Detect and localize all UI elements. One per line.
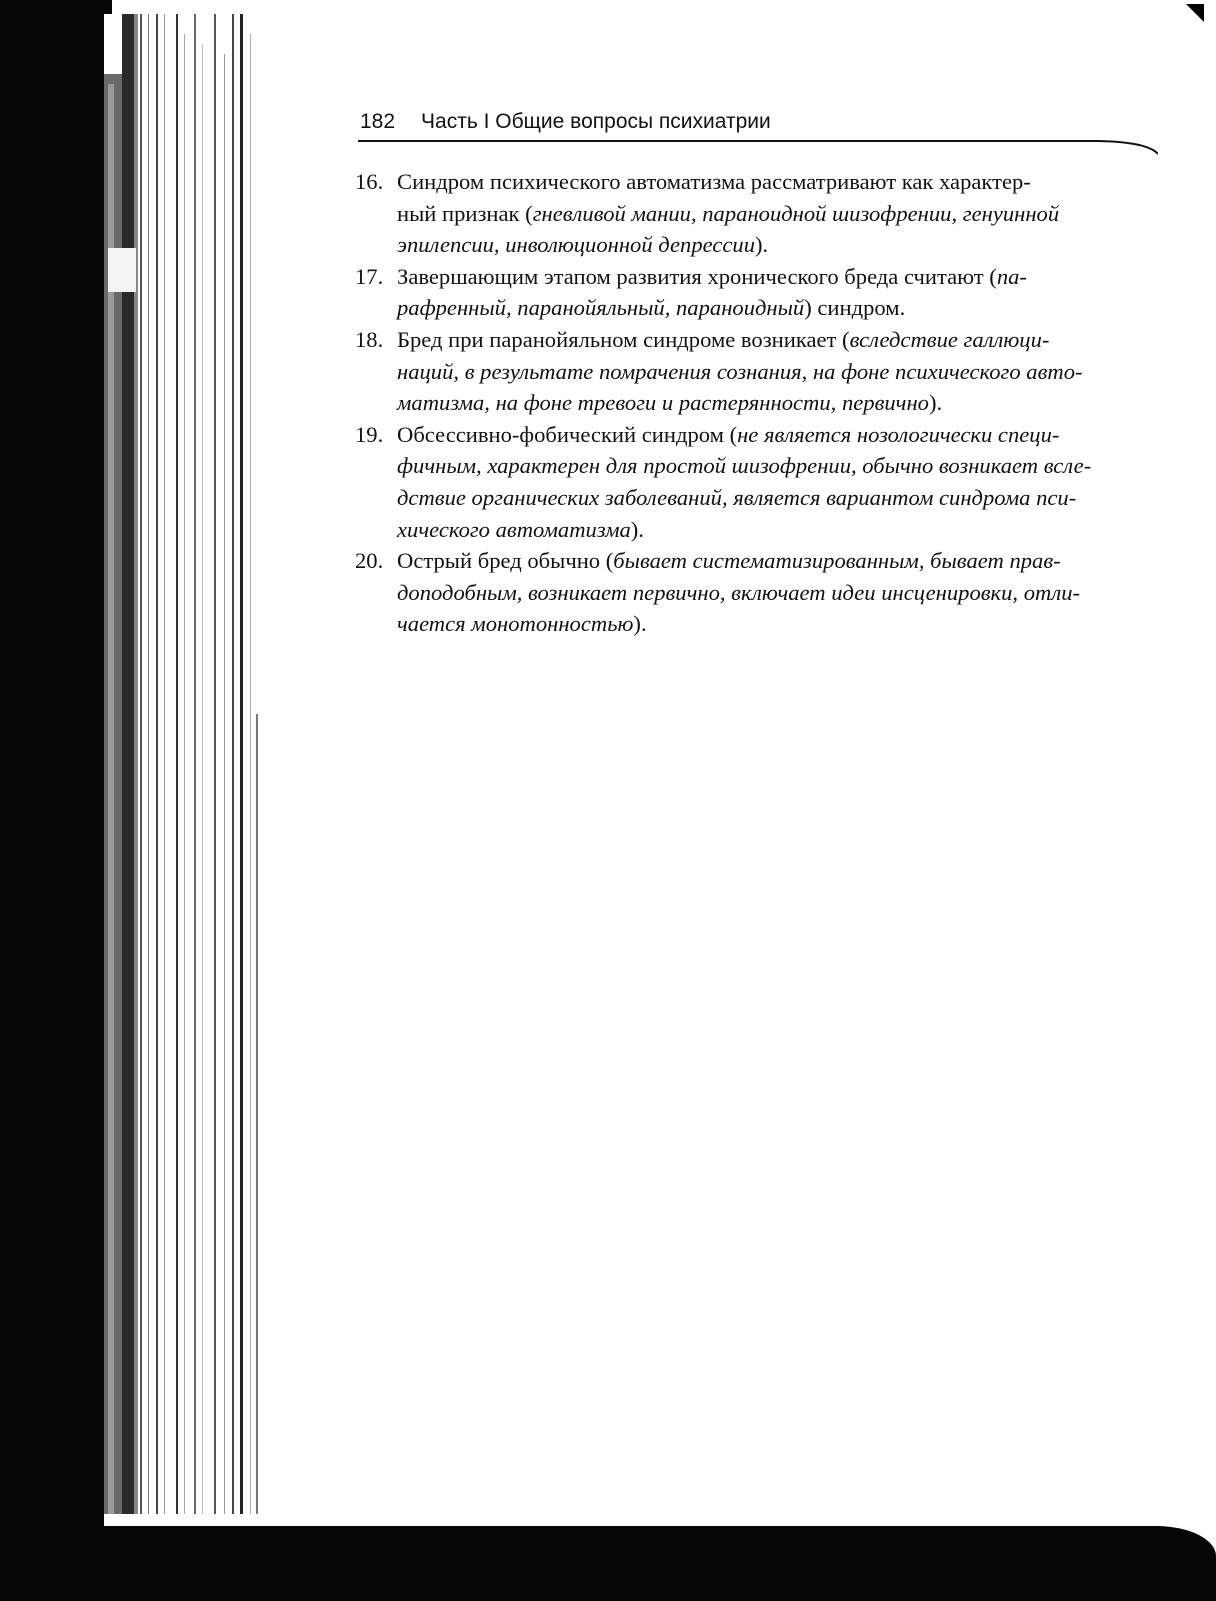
- question-item: [355, 545, 1183, 640]
- running-title: Часть I Общие вопросы психиатрии: [421, 110, 771, 133]
- question-line: [397, 229, 1183, 261]
- question-line: [397, 482, 1183, 514]
- answer-options-text: па-: [996, 263, 1027, 289]
- question-text: ).: [630, 516, 644, 542]
- question-text: Острый бред обычно (: [397, 548, 614, 574]
- answer-options-text: матизма, на фоне тревоги и растерянности, первично: [397, 390, 929, 416]
- question-line: [397, 577, 1183, 609]
- answer-options-text: доподобным, возникает первично, включает идеи инсценировки, отли-: [397, 579, 1081, 605]
- book-page-edges: [104, 14, 264, 1528]
- answer-options-text: не является нозологически специ-: [737, 421, 1060, 447]
- header-rule: [358, 140, 1158, 158]
- answer-options-text: эпилепсии, инволюционной депрессии: [397, 232, 756, 258]
- question-line: [397, 356, 1183, 388]
- question-item: [355, 419, 1183, 545]
- question-line: [397, 261, 1183, 293]
- answer-options-text: дствие органических заболеваний, является вариантом синдрома пси-: [397, 484, 1077, 510]
- question-number: 17.: [355, 263, 384, 289]
- question-line: [397, 450, 1183, 482]
- question-line: [397, 608, 1183, 640]
- question-text: ) синдром.: [804, 295, 906, 321]
- question-item: [355, 261, 1183, 324]
- answer-options-text: бывает систематизированным, бывает прав-: [613, 548, 1061, 574]
- question-item: [355, 166, 1183, 261]
- question-text: Синдром психического автоматизма рассматривают как характер-: [397, 169, 1031, 194]
- question-number: 18.: [355, 326, 384, 352]
- question-line: [397, 514, 1183, 546]
- question-line: [397, 387, 1183, 419]
- running-header: [360, 110, 1180, 142]
- question-list: [355, 166, 1183, 640]
- question-text: Завершающим этапом развития хронического бреда считают (: [397, 263, 997, 289]
- question-text: ный признак (: [397, 200, 533, 226]
- question-line: [397, 419, 1183, 451]
- question-line: [397, 198, 1183, 230]
- page-corner-mark: [1186, 4, 1204, 22]
- question-number: 19.: [355, 421, 384, 447]
- question-item: [355, 324, 1183, 419]
- answer-options-text: наций, в результате помрачения сознания, на фоне психического авто-: [397, 358, 1083, 384]
- question-text: ).: [633, 611, 647, 637]
- answer-options-text: хического автоматизма: [397, 516, 631, 542]
- answer-options-text: фичным, характерен для простой шизофрении, обычно возникает всле-: [397, 453, 1092, 479]
- question-line: [397, 292, 1183, 324]
- scan-shadow-left: [0, 0, 112, 1601]
- answer-options-text: чается монотонностью: [397, 611, 634, 637]
- question-line: [397, 324, 1183, 356]
- question-line: [397, 545, 1183, 577]
- question-text: Обсессивно-фобический синдром (: [397, 421, 738, 447]
- question-text: Бред при паранойяльном синдроме возникает (: [397, 326, 850, 352]
- answer-options-text: рафренный, паранойяльный, параноидный: [397, 295, 805, 321]
- question-text: ).: [928, 390, 943, 416]
- scan-light-patch: [108, 248, 136, 292]
- answer-options-text: гневливой мании, параноидной шизофрении, генуинной: [532, 200, 1060, 226]
- question-number: 16.: [355, 169, 384, 194]
- question-text: ).: [755, 232, 769, 258]
- page-number: 182: [360, 110, 396, 133]
- question-line: [397, 166, 1183, 198]
- scan-shadow-bottom: [0, 1526, 1216, 1601]
- answer-options-text: вследствие галлюци-: [849, 326, 1050, 352]
- question-number: 20.: [355, 548, 384, 574]
